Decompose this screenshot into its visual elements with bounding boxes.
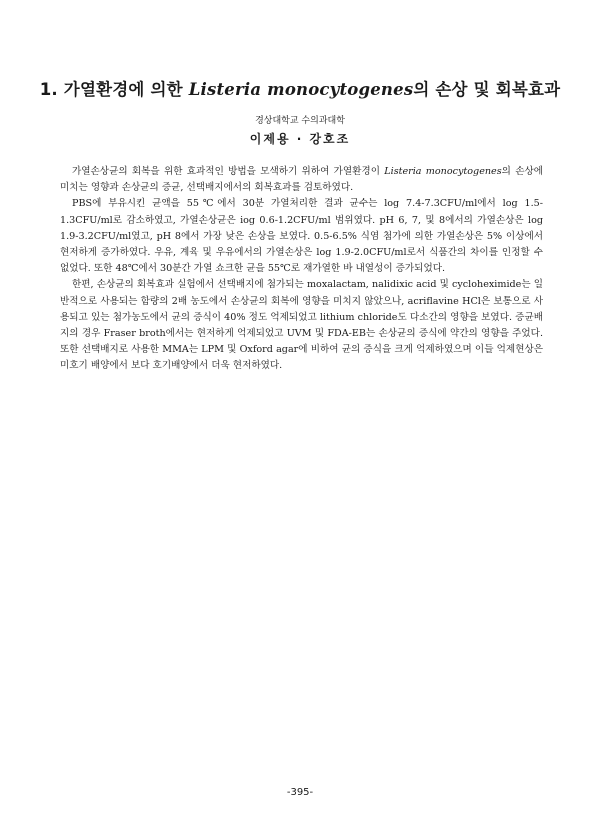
title-species: Listeria monocytogenes <box>188 80 414 99</box>
affiliation: 경상대학교 수의과대학 <box>255 116 345 126</box>
abstract-p1-start: 가열손상균의 회복을 위한 효과적인 방법을 모색하기 위하여 가열환경이 <box>72 166 385 177</box>
abstract <box>60 164 543 375</box>
abstract-paragraph-1 <box>60 164 543 196</box>
page-number: -395- <box>286 787 314 798</box>
paper-title <box>0 76 600 100</box>
abstract-paragraph-3: 한편, 손상균의 회복효과 실험에서 선택배지에 첨가되는 moxalactam, nalidixic acid 및 cycloheximide는 일반적으로 사용되는 함량의 2배 농도에서 손상균의 회복에 영향을 미치지 않았으나, acriflavine HCl은 보통으로 사용되고 있는 첨가농도에서 균의 증식이 40% 정도 억제되었고 lithium chloride도 다소간의 영향을 보였다. 증균배지의 경우 Fraser broth에서는 현저하게 억제되었고 UVM 및 FDA-EB는 손상균의 증식에 약간의 영향을 주었다. 또한 선택배지로 사용한 MMA는 LPM 및 Oxford agar에 비하여 균의 증식을 크게 억제하였으며 이들 억제현상은 미호기 배양에서 보다 호기배양에서 더욱 현저하였다. <box>60 279 543 372</box>
title-suffix: 의 손상 및 회복효과 <box>413 80 561 99</box>
abstract-p1-end: 의 손상에 미치는 영향과 손상균의 증균, 선택배지에서의 회복효과를 검토하였다. <box>60 166 544 194</box>
authors: 이제용 · 강호조 <box>249 132 351 146</box>
title-prefix: 1. 가열환경에 의한 <box>39 80 189 99</box>
abstract-p1-species: Listeria monocytogenes <box>384 166 502 177</box>
abstract-paragraph-2: PBS에 부유시킨 균액을 55℃에서 30분 가열처리한 결과 균수는 log 7.4-7.3CFU/ml에서 log 1.5-1.3CFU/ml로 감소하였고, 가열손상균은 iog 0.6-1.2CFU/ml 범위였다. pH 6, 7, 및 8에서의 가열손상은 log 1.9-3.2CFU/ml였고, pH 8에서 가장 낮은 손상을 보였다. 0.5-6.5% 식염 첨가에 의한 가열손상은 5% 이상에서 현저하게 증가하였다. 우유, 계육 및 우유에서의 가열손상은 log 1.9-2.0CFU/ml로서 식품간의 차이를 인정할 수 없었다. 또한 48℃에서 30분간 가열 쇼크한 균을 55℃로 재가열한 바 내열성이 증가되었다. <box>60 198 543 275</box>
